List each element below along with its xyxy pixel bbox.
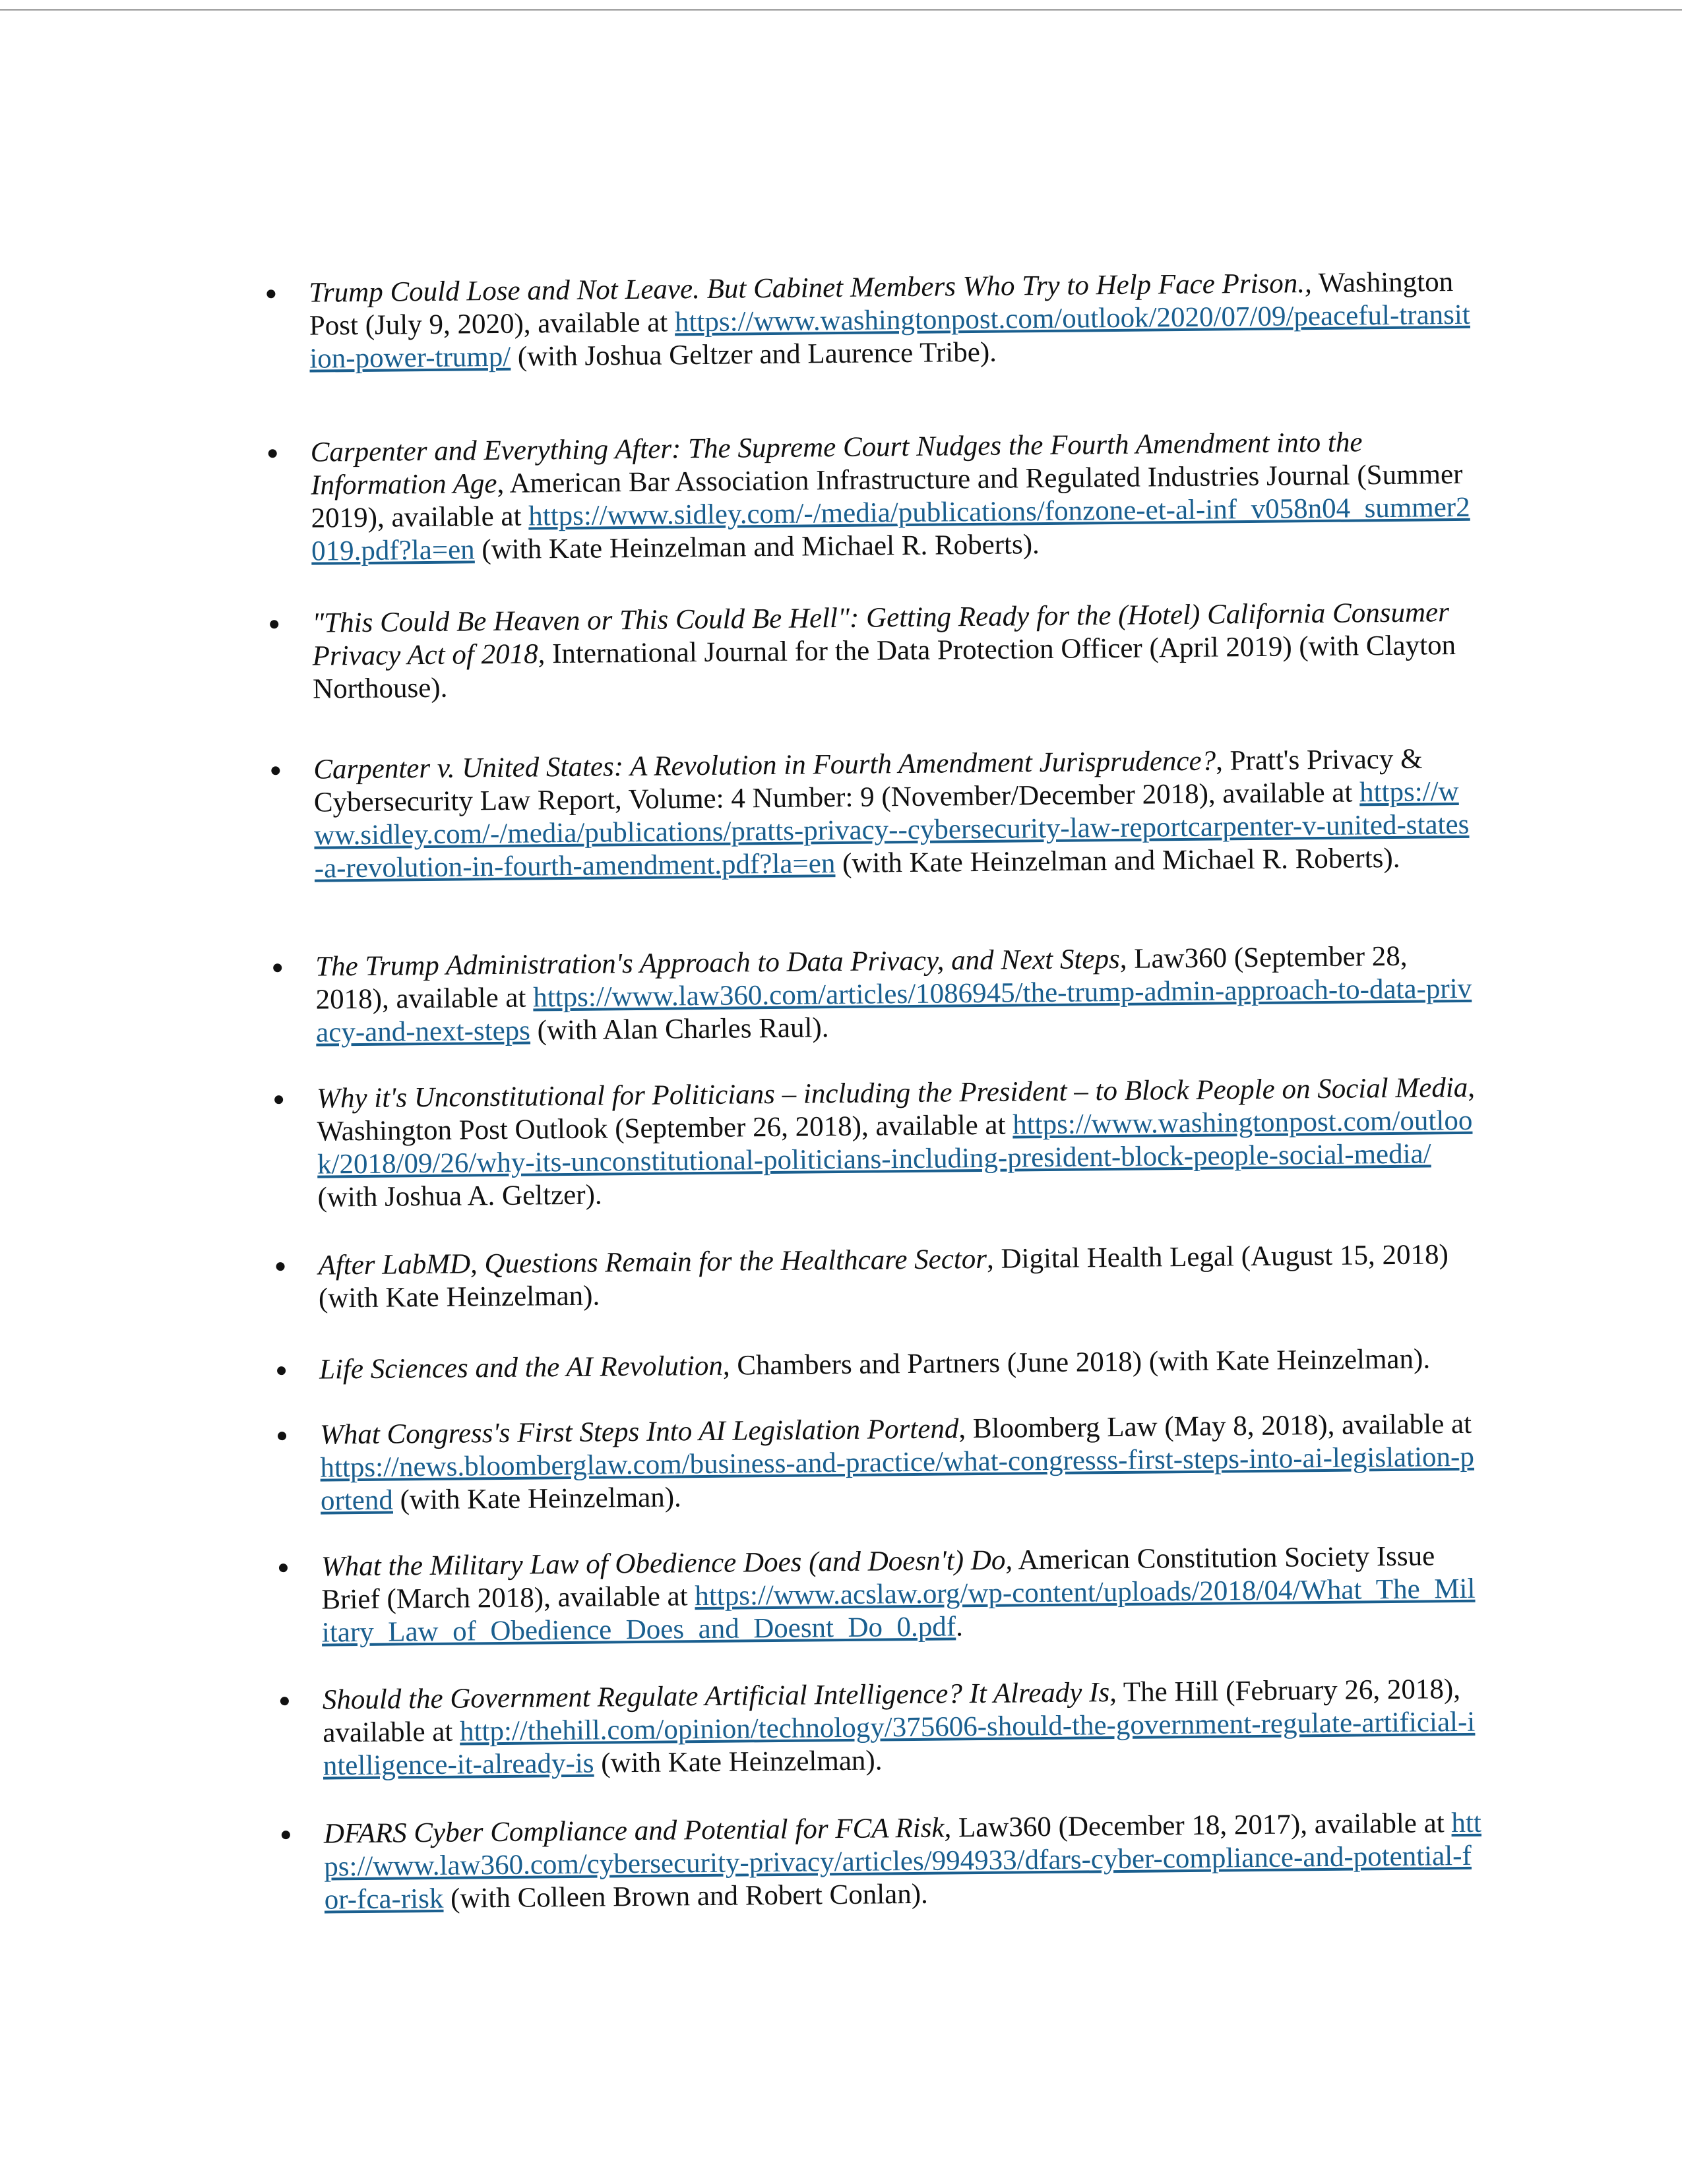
list-item [270,1072,1479,1215]
article-details: , Law360 (September 28, 2018), available at [315,940,1408,1016]
article-link[interactable]: https://www.washingtonpost.com/outlook/2018/09/26/why-its-unconstitutional-politicians-including-president-block-people-social-media/ [317,1105,1473,1180]
article-details: The Hill (February 26, 2018), available at [323,1674,1461,1749]
bullet-icon [266,289,275,298]
list-item [267,743,1476,886]
article-coauthors: (with Joshua Geltzer and Laurence Tribe). [510,336,997,373]
article-title: Life Sciences and the AI Revolution [319,1350,724,1385]
article-title: "This Could Be Heaven or This Could Be Hell": Getting Ready for the (Hotel) California Consumer Privacy Act of 2018, [311,597,1450,672]
article-coauthors: (with Alan Charles Raul). [530,1012,829,1046]
list-item [266,596,1474,707]
article-details: , Pratt's Privacy & Cybersecurity Law Report, Volume: 4 Number: 9 (November/December 2018), available at [313,743,1423,818]
bullet-icon [273,963,282,972]
article-link[interactable]: https://www.law360.com/articles/1086945/the-trump-admin-approach-to-data-privacy-and-next-steps [315,973,1472,1048]
article-details: International Journal for the Data Protection Officer (April 2019) (with Clayton Northouse). [312,630,1456,705]
article-title: Trump Could Lose and Not Leave. But Cabinet Members Who Try to Help Face Prison., [309,268,1312,309]
article-title: What the Military Law of Obedience Does (and Doesn't) Do, [321,1544,1013,1583]
list-item [274,1408,1481,1519]
article-title: Carpenter and Everything After: The Supreme Court Nudges the Fourth Amendment into the Information Age [310,427,1363,501]
article-coauthors: (with Joshua A. Geltzer). [317,1179,602,1213]
bullet-icon [274,1095,283,1104]
article-details: , Chambers and Partners (June 2018) (with Kate Heinzelman). [722,1343,1431,1381]
article-details: , Washington Post Outlook (September 26, 2018), available at [317,1072,1476,1147]
article-details: American Constitution Society Issue Brief (March 2018), available at [321,1540,1435,1616]
article-link[interactable]: https://news.bloomberglaw.com/business-and-practice/what-congresss-first-steps-into-ai-legislation-portend [320,1441,1475,1517]
list-item [275,1540,1483,1651]
list-item [263,266,1470,377]
article-title: What Congress's First Steps Into AI Legislation Portend [319,1413,959,1451]
bullet-icon [270,620,278,628]
bullet-icon [271,766,280,775]
article-coauthors: (with Kate Heinzelman). [392,1482,682,1516]
article-coauthors: (with Kate Heinzelman). [594,1745,883,1779]
list-item [273,1343,1480,1387]
article-title: The Trump Administration's Approach to Data Privacy, and Next Steps [315,943,1120,983]
article-link[interactable]: https://www.washingtonpost.com/outlook/2020/07/09/peaceful-transition-power-trump/ [309,299,1471,375]
article-link[interactable]: http://thehill.com/opinion/technology/375606-should-the-government-regulate-artificial-intelligence-it-already-is [323,1706,1476,1782]
bullet-icon [276,1262,284,1271]
bullet-icon [278,1432,286,1440]
article-coauthors: (with Colleen Brown and Robert Conlan). [443,1878,929,1914]
article-coauthors: (with Kate Heinzelman and Michael R. Roberts). [835,842,1400,880]
article-title: Why it's Unconstitutional for Politicians – including the President – to Block People on Social Media [316,1072,1468,1114]
bullet-icon [280,1697,289,1705]
article-details: , Bloomberg Law (May 8, 2018), available at [958,1408,1472,1445]
article-coauthors: . [955,1611,964,1643]
article-details: Law360 (December 18, 2017), available at [951,1807,1452,1844]
article-link[interactable]: https://www.law360.com/cybersecurity-privacy/articles/994933/dfars-cyber-compliance-and-potential-for-fca-risk [324,1807,1482,1916]
list-item [272,1238,1480,1316]
article-title: After LabMD, Questions Remain for the Healthcare Sector [318,1243,987,1281]
bullet-icon [279,1563,288,1572]
bullet-icon [277,1366,286,1375]
article-link[interactable]: https://www.sidley.com/-/media/publications/fonzone-et-al-inf_v058n04_summer2019.pdf?la=en [311,491,1470,567]
article-details: Washington Post (July 9, 2020), available at [309,266,1454,342]
bullet-icon [268,449,277,458]
article-link[interactable]: https://www.acslaw.org/wp-content/uploads/2018/04/What_The_Military_Law_of_Obedience_Does_and_Doesnt_Do_0.pdf [321,1573,1476,1649]
list-item [278,1807,1485,1918]
article-link[interactable]: https://www.sidley.com/-/media/publications/pratts-privacy--cybersecurity-law-reportcarpenter-v-united-states-a-revolution-in-fourth-amendment.pdf?la=en [314,775,1470,884]
article-details: , Digital Health Legal (August 15, 2018) (with Kate Heinzelman). [318,1239,1449,1314]
article-details: , American Bar Association Infrastructure and Regulated Industries Journal (Summer 2019), available at [311,458,1463,534]
bullet-icon [282,1831,290,1839]
article-title: Should the Government Regulate Artificial Intelligence? It Already Is, [322,1677,1117,1716]
list-item [264,425,1472,569]
list-item [269,940,1477,1050]
article-title: DFARS Cyber Compliance and Potential for FCA Risk, [323,1812,952,1850]
list-item [276,1673,1484,1784]
article-title: Carpenter v. United States: A Revolution in Fourth Amendment Jurisprudence? [313,745,1216,785]
article-coauthors: (with Kate Heinzelman and Michael R. Roberts). [474,529,1040,566]
